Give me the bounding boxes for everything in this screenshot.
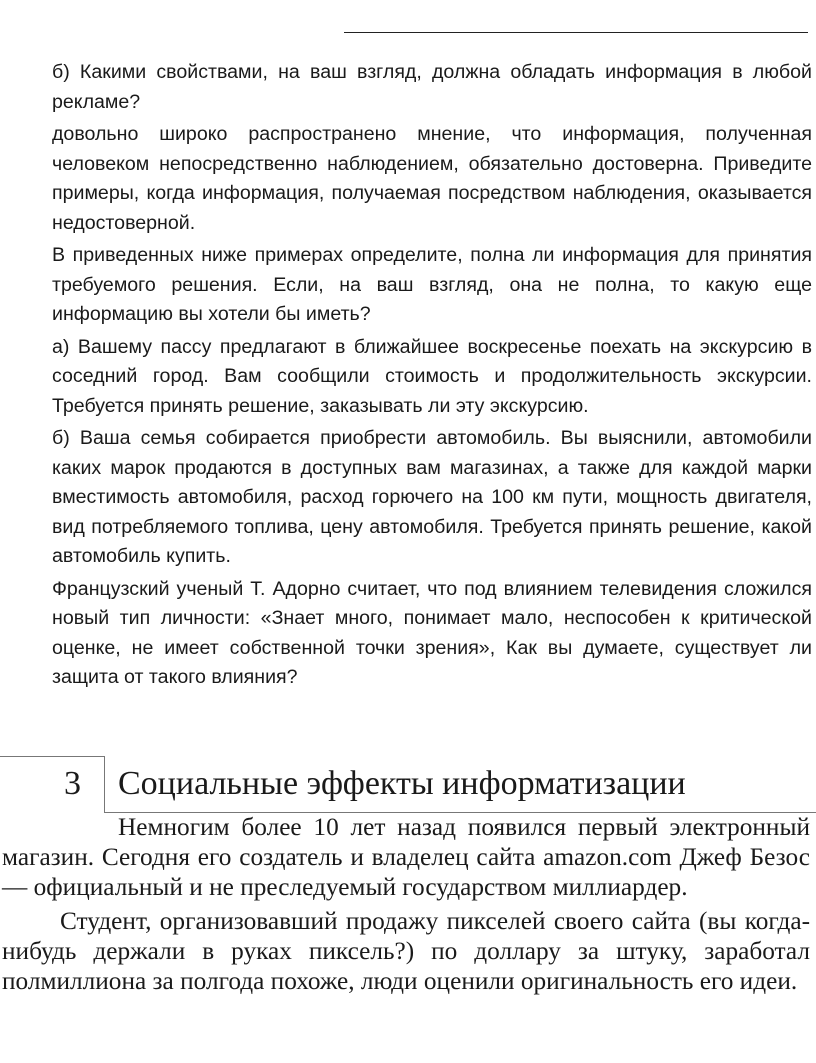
top-rule: [344, 32, 808, 33]
paragraph-observation: довольно широко распространено мнение, что информация, полученная человеком непосредственно наблюдением, обязательно достоверна. Приведите примеры, когда информация, получаемая посредством наблюдения, оказывается недостоверной.: [52, 123, 812, 234]
question-ad-properties: б) Какими свойствами, на ваш взгляд, должна обладать информация в любой рекламе?: [52, 61, 812, 113]
heading-left-rule: [0, 756, 104, 757]
example-excursion: а) Вашему пассу предлагают в ближайшее воскресенье поехать на экскурсию в соседний город. Вам сообщили стоимость и продолжительность экскурсии. Требуется принять решение, заказывать ли эту экскурсию.: [52, 335, 812, 417]
section-body: [2, 812, 810, 1000]
section-heading: [0, 756, 816, 812]
heading-divider: [104, 756, 105, 812]
paragraph-adorno: Французский ученый Т. Адорно считает, что под влиянием телевидения сложился новый тип личности: «Знает много, понимает мало, неспособен к критической оценке, не имеет собственной точки зрения», Как вы думаете, существует ли защита от такого влияния?: [52, 577, 812, 688]
example-car: б) Ваша семья собирается приобрести автомобиль. Вы выяснили, автомобили каких марок продаются в доступных вам магазинах, а также для каждой марки вместимость автомобиля, расход горючего на 100 км пути, мощность двигателя, вид потребляемого топлива, цену автомобиля. Требуется принять решение, какой автомобиль купить.: [52, 427, 812, 567]
paragraph-completeness-intro: В приведенных ниже примерах определите, полна ли информация для принятия требуемого решения. Если, на ваш взгляд, она не полна, то какую еще информацию вы хотели бы иметь?: [52, 244, 812, 325]
paragraph-pixels: Студент, организовавший продажу пикселей своего сайта (вы когда-нибудь держали в руках пиксель?) по доллару за штуку, заработал полмиллиона за полгода похоже, люди оценили оригинальность его идеи.: [2, 907, 810, 995]
section-number: 3: [64, 765, 81, 802]
section-title: Социальные эффекты информатизации: [118, 765, 686, 802]
questions-block: [52, 58, 812, 696]
paragraph-amazon: Немногим более 10 лет назад появился первый электронный магазин. Сегодня его создатель и владелец сайта amazon.com Джеф Безос — официальный и не преследуемый государством миллиардер.: [2, 813, 810, 901]
